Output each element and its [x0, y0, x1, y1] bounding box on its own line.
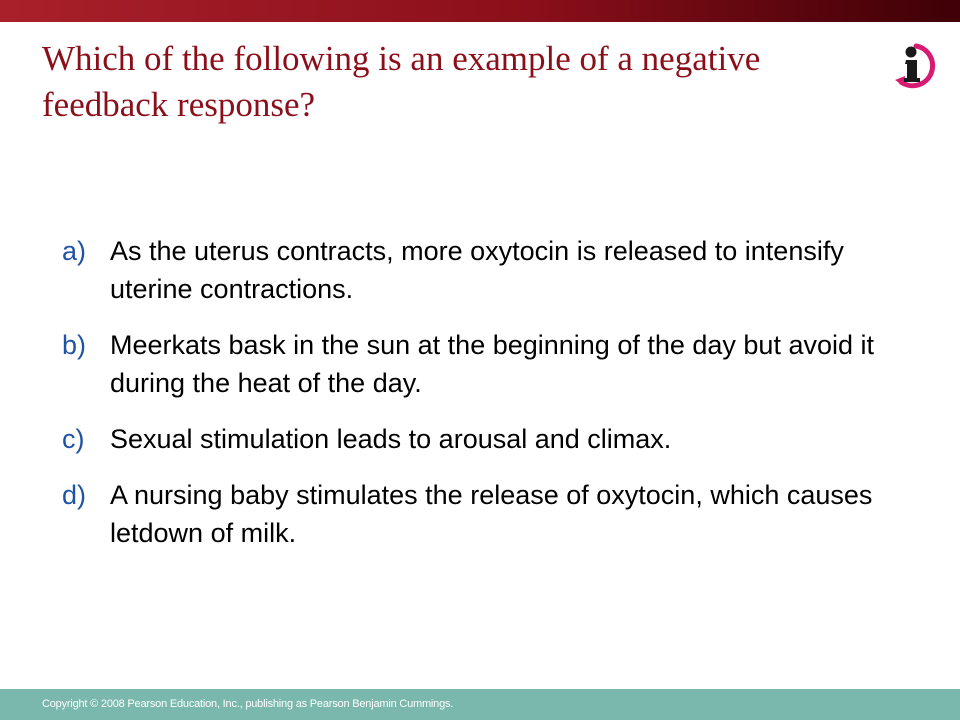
option-text: Meerkats bask in the sun at the beginning of the day but avoid it during the heat of the day.	[110, 330, 874, 398]
option-text: As the uterus contracts, more oxytocin is released to intensify uterine contractions.	[110, 236, 844, 304]
footer-bar	[0, 689, 960, 720]
option-text: Sexual stimulation leads to arousal and climax.	[110, 424, 672, 454]
info-i-icon	[887, 40, 937, 90]
option-letter: b)	[62, 330, 87, 360]
answer-option-b	[62, 326, 922, 402]
option-letter: d)	[62, 480, 87, 510]
top-banner-bar	[0, 0, 960, 22]
answer-option-a	[62, 232, 922, 308]
answer-options-list	[62, 232, 922, 570]
answer-option-c	[62, 420, 922, 458]
copyright-text: Copyright © 2008 Pearson Education, Inc., publishing as Pearson Benjamin Cummings.	[42, 698, 454, 710]
option-text: A nursing baby stimulates the release of oxytocin, which causes letdown of milk.	[110, 480, 873, 548]
answer-option-d	[62, 476, 922, 552]
option-letter: a)	[62, 236, 87, 266]
slide-title: Which of the following is an example of a negative feedback response?	[42, 39, 761, 124]
option-letter: c)	[62, 424, 85, 454]
